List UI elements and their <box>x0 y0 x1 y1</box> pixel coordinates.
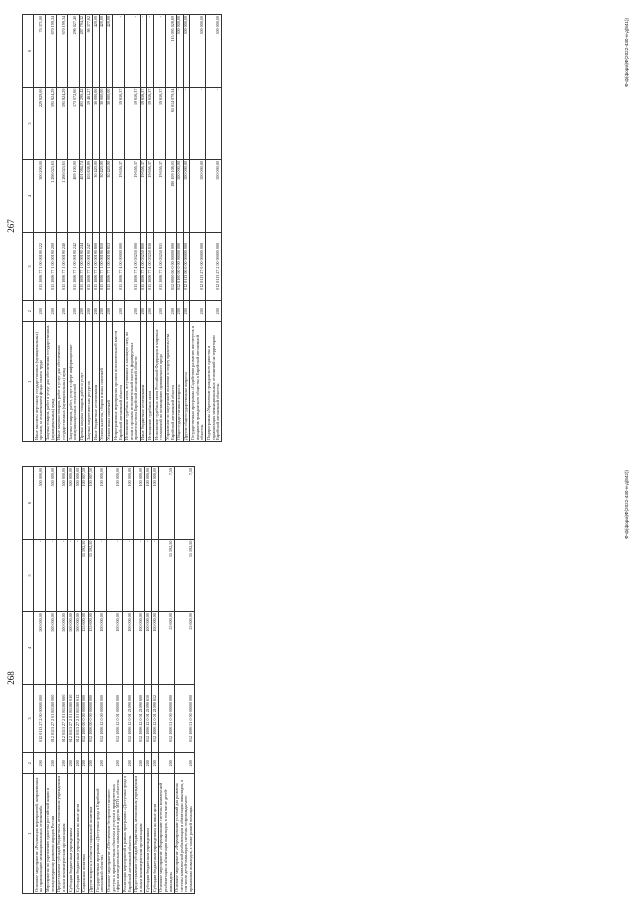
executed-amount-cell: 19 656,37 <box>124 87 140 160</box>
executed-amount-cell: - <box>152 539 159 612</box>
admin-code-cell: 200 <box>176 301 183 322</box>
admin-code-cell: 200 <box>86 301 93 322</box>
table-row <box>165 15 176 442</box>
unexecuted-amount-cell: 420,00 <box>106 15 113 88</box>
budget-code-cell: 012 1006 51 0 00 00000 000 <box>158 684 174 752</box>
unexecuted-amount-cell: 7,50 <box>158 467 174 540</box>
budget-code-cell: 011 1006 77 1 00 00190 800 <box>93 232 100 300</box>
table-body <box>34 467 195 894</box>
unexecuted-amount-cell: 100 000,00 <box>106 467 122 540</box>
executed-amount-cell: - <box>68 539 75 612</box>
budget-table-268 <box>22 466 195 894</box>
table-row <box>79 15 86 442</box>
budget-code-cell: 011 1006 77 1 00 00190 244 <box>79 232 86 300</box>
description-cell: Основное мероприятие «Формирование условий для развития системы комплексной реабилитации и абилитации инвалидов, в том числе детей-инвалидов, системы сопровождаемого проживания инвалидов, а также ранней помощи» <box>174 774 195 894</box>
table-row <box>56 15 67 442</box>
table-row <box>74 467 81 894</box>
unexecuted-amount-cell: 500 000,00 <box>34 467 45 540</box>
approved-amount-cell: 500 000,00 <box>68 612 75 685</box>
unexecuted-amount-cell: 100 000,00 <box>95 467 106 540</box>
admin-code-cell: 200 <box>99 301 106 322</box>
approved-amount-cell: 500 000,00 <box>176 160 183 233</box>
approved-amount-cell: 300 200,00 <box>34 160 45 233</box>
description-cell: Предоставление субсидий бюджетным, автономным учреждениям и иным некоммерческим организациям <box>133 774 144 894</box>
approved-amount-cell: 1 266 023,63 <box>56 160 67 233</box>
page-268-rotated-sheet <box>0 452 637 904</box>
approved-amount-cell: 100 000,00 <box>122 612 133 685</box>
description-cell: Иные закупки товаров, работ и услуг для обеспечения государственных (муниципальных) нужд <box>56 322 67 442</box>
description-cell: Основное мероприятие «Реализация мероприятий, направленных на гармонизацию межнациональных отношений» <box>34 774 45 894</box>
table-row <box>34 15 45 442</box>
admin-code-cell: 200 <box>113 301 124 322</box>
executed-amount-cell: 55 592,50 <box>158 539 174 612</box>
executed-amount-cell: 19 656,37 <box>113 87 124 160</box>
unexecuted-amount-cell: 500 000,00 <box>183 15 190 88</box>
column-header: 3 <box>23 684 34 752</box>
budget-code-cell: 012 1006 12 0 01 21090 000 <box>122 684 133 752</box>
table-row <box>99 15 106 442</box>
approved-amount-cell: 100 000,00 <box>106 612 122 685</box>
table-row <box>106 15 113 442</box>
executed-amount-cell: 55 592,50 <box>174 539 195 612</box>
description-cell: Субсидии бюджетным учреждениям <box>145 774 152 894</box>
unexecuted-amount-cell: 100 000,00 <box>122 467 133 540</box>
approved-amount-cell: 105 838,89 <box>86 160 93 233</box>
budget-code-cell: 012 0113 27 2 01 R5160 610 <box>68 684 75 752</box>
admin-code-cell: 200 <box>93 301 100 322</box>
budget-code-cell: 012 1006 12 0 01 21090 610 <box>145 684 152 752</box>
budget-code-cell: 012 0113 27 2 01 R5160 612 <box>74 684 81 752</box>
budget-code-cell: 011 1006 77 1 00 00190 850 <box>99 232 106 300</box>
admin-code-cell: 200 <box>34 753 45 774</box>
admin-code-cell: 200 <box>56 301 67 322</box>
admin-code-cell: 200 <box>140 301 147 322</box>
table-row <box>158 467 174 894</box>
budget-code-cell: 012 1006 12 0 01 21090 600 <box>133 684 144 752</box>
budget-code-cell: 011 1006 77 1 00 00190 242 <box>68 232 79 300</box>
budget-code-cell: 011 1006 77 4 00 00000 000 <box>113 232 124 300</box>
description-cell: Субсидии бюджетным учреждениям на иные цели <box>74 774 81 894</box>
column-header: 2 <box>23 301 34 322</box>
executed-amount-cell: 30 000,00 <box>99 87 106 160</box>
unexecuted-amount-cell: 70 371,00 <box>34 15 45 88</box>
approved-amount-cell: 19 656,37 <box>124 160 140 233</box>
unexecuted-amount-cell: 100 007,50 <box>81 467 88 540</box>
budget-code-cell: 011 1006 77 1 00 00190 247 <box>86 232 93 300</box>
approved-amount-cell: 469 100,00 <box>68 160 79 233</box>
approved-amount-cell: 30 420,00 <box>93 160 100 233</box>
column-header: 6 <box>23 15 34 88</box>
admin-code-cell: 200 <box>68 301 79 322</box>
approved-amount-cell: 55 600,00 <box>158 612 174 685</box>
admin-code-cell: 200 <box>206 301 222 322</box>
unexecuted-amount-cell: 7,50 <box>174 467 195 540</box>
table-row <box>81 467 88 894</box>
description-cell: Непрограммные мероприятия органов исполнительной власти Еврейской автономной области <box>113 322 124 442</box>
approved-amount-cell: 180 109 108,03 <box>165 160 176 233</box>
approved-amount-cell: 500 000,00 <box>206 160 222 233</box>
budget-code-cell: 012 0113 00 0 00 00000 000 <box>183 232 190 300</box>
budget-code-cell: 012 1006 51 0 00 00000 000 <box>174 684 195 752</box>
table-row <box>34 467 45 894</box>
approved-amount-cell: 100 000,00 <box>95 612 106 685</box>
description-cell: Прочая закупка товаров, работ и услуг <box>79 322 86 442</box>
table-row <box>152 467 159 894</box>
description-cell: Иные выплаты персоналу государственных (муниципальных) органов, за исключением фонда оплаты труда <box>34 322 45 442</box>
description-cell: Социальная политика <box>81 774 88 894</box>
table-header-row <box>23 15 34 442</box>
executed-amount-cell: - <box>133 539 144 612</box>
executed-amount-cell: - <box>56 539 67 612</box>
table-row <box>45 15 56 442</box>
budget-code-cell: 012 1000 00 0 00 00000 000 <box>81 684 88 752</box>
executed-amount-cell: - <box>190 87 206 160</box>
approved-amount-cell: 30 420,00 <box>106 160 113 233</box>
budget-code-cell: 012 1006 12 0 01 21090 612 <box>152 684 159 752</box>
executed-amount-cell: 19 656,37 <box>140 87 147 160</box>
budget-code-cell: 012 0000 00 0 00 00000 000 <box>165 232 176 300</box>
table-row <box>95 467 106 894</box>
unexecuted-amount-cell: 86 377,62 <box>86 15 93 88</box>
approved-amount-cell: 19 656,37 <box>147 160 154 233</box>
executed-amount-cell: 30 000,00 <box>106 87 113 160</box>
unexecuted-amount-cell: - <box>113 15 124 88</box>
budget-code-cell: 011 1006 77 4 00 03250 000 <box>124 232 140 300</box>
description-cell: Основное мероприятие «Обеспечение беспрепятственного доступа к приоритетным объектам и услугам в приоритетных сферах жизнедеятельности инвалидов и других МГН в области» <box>106 774 122 894</box>
executed-amount-cell: - <box>176 87 183 160</box>
admin-code-cell: 200 <box>106 753 122 774</box>
executed-amount-cell: - <box>74 539 81 612</box>
approved-amount-cell: 100 000,00 <box>145 612 152 685</box>
executed-amount-cell: - <box>34 539 45 612</box>
admin-code-cell: 200 <box>106 301 113 322</box>
approved-amount-cell: 100 000,00 <box>133 612 144 685</box>
unexecuted-amount-cell: 115 095 028,69 <box>165 15 176 88</box>
table-row <box>113 15 124 442</box>
table-row <box>174 467 195 894</box>
budget-code-cell: 011 1006 77 4 00 03250 800 <box>140 232 147 300</box>
unexecuted-amount-cell: 100 000,00 <box>152 467 159 540</box>
approved-amount-cell: 30 420,00 <box>99 160 106 233</box>
unexecuted-amount-cell: 420,00 <box>93 15 100 88</box>
unexecuted-amount-cell: 500 000,00 <box>56 467 67 540</box>
description-cell: Уплата налогов, сборов и иных платежей <box>99 322 106 442</box>
admin-code-cell: 200 <box>81 753 88 774</box>
admin-code-cell: 200 <box>145 753 152 774</box>
budget-code-cell: 011 1006 77 1 00 00190 122 <box>34 232 45 300</box>
approved-amount-cell: 500 000,00 <box>34 612 45 685</box>
table-row <box>68 467 75 894</box>
executed-amount-cell: 55 592,50 <box>88 539 95 612</box>
description-cell: Общегосударственные вопросы <box>176 322 183 442</box>
admin-code-cell: 200 <box>165 301 176 322</box>
table-row <box>154 15 165 442</box>
approved-amount-cell: 500 000,00 <box>56 612 67 685</box>
executed-amount-cell: 19 461,27 <box>86 87 93 160</box>
table-row <box>56 467 67 894</box>
budget-code-cell: 011 1006 77 1 00 00190 200 <box>45 232 56 300</box>
description-cell: Исполнение судебных актов <box>147 322 154 442</box>
admin-code-cell: 200 <box>122 753 133 774</box>
table-row <box>93 15 100 442</box>
executed-amount-cell: - <box>206 87 222 160</box>
unexecuted-amount-cell: 420,00 <box>99 15 106 88</box>
description-cell: Подпрограмма «Укрепление гражданского единства и гармонизация межнациональных отношений на территории Еврейской автономной области» <box>206 322 222 442</box>
unexecuted-amount-cell: 100 000,00 <box>145 467 152 540</box>
unexecuted-amount-cell: 670 199,34 <box>56 15 67 88</box>
column-header: 3 <box>23 232 34 300</box>
description-cell: Иные бюджетные ассигнования <box>93 322 100 442</box>
executed-amount-cell: 595 824,29 <box>56 87 67 160</box>
unexecuted-amount-cell: - <box>140 15 147 88</box>
executed-amount-cell: - <box>183 87 190 160</box>
table-row <box>176 15 183 442</box>
budget-code-cell: 012 0113 27 2 01 R5160 000 <box>45 684 56 752</box>
budget-code-cell: 011 1006 77 4 00 03250 831 <box>154 232 165 300</box>
admin-code-cell: 200 <box>154 301 165 322</box>
unexecuted-amount-cell: - <box>147 15 154 88</box>
executed-amount-cell: 595 824,29 <box>45 87 56 160</box>
approved-amount-cell: 500 000,00 <box>190 160 206 233</box>
admin-code-cell: 200 <box>79 301 86 322</box>
table-row <box>206 15 222 442</box>
table-body <box>34 15 222 442</box>
page-number: 268 <box>6 671 16 685</box>
executed-amount-cell: 19 656,37 <box>147 87 154 160</box>
unexecuted-amount-cell: 500 000,00 <box>45 467 56 540</box>
description-cell: Исполнение судебных актов, вступивших в законную силу, по искам к органам исполнительной власти, формируемых правительством Еврейской автономной области <box>124 322 140 442</box>
description-cell: Закупка товаров, работ, услуг в сфере информационно-коммуникационных технологий <box>68 322 79 442</box>
unexecuted-amount-cell: 670 199,34 <box>45 15 56 88</box>
unexecuted-amount-cell: - <box>154 15 165 88</box>
budget-code-cell: 011 1006 77 1 00 00190 240 <box>56 232 67 300</box>
column-header: 5 <box>23 539 34 612</box>
budget-code-cell: 012 0113 27 2 00 00000 000 <box>206 232 222 300</box>
description-cell: Другие общегосударственные вопросы <box>183 322 190 442</box>
executed-amount-cell: 65 014 079,34 <box>165 87 176 160</box>
description-cell: Субсидии бюджетным учреждениям на иные цели <box>152 774 159 894</box>
executed-amount-cell: - <box>145 539 152 612</box>
approved-amount-cell: 100 000,00 <box>152 612 159 685</box>
table-row <box>147 15 154 442</box>
executed-amount-cell: 229 829,00 <box>34 87 45 160</box>
approved-amount-cell: 155 600,00 <box>88 612 95 685</box>
approved-amount-cell: 155 600,00 <box>81 612 88 685</box>
table-row <box>133 467 144 894</box>
budget-code-cell: 012 1006 00 0 00 00000 000 <box>88 684 95 752</box>
unexecuted-amount-cell: 287 794,32 <box>79 15 86 88</box>
budget-code-cell: 012 0113 27 2 01 R5160 600 <box>56 684 67 752</box>
column-header: 6 <box>23 467 34 540</box>
table-header-row <box>23 467 34 894</box>
unexecuted-amount-cell: 100 000,00 <box>133 467 144 540</box>
table-row <box>88 467 95 894</box>
description-cell: Уплата иных платежей <box>106 322 113 442</box>
description-cell: Основное мероприятие «Формирование системы комплексной реабилитации и абилитации инвалидов, в том числе детей-инвалидов» <box>158 774 174 894</box>
description-cell: Мероприятия по укреплению единства российской нации и этнокультурному развитию народов России <box>45 774 56 894</box>
table-row <box>122 467 133 894</box>
approved-amount-cell: 19 656,37 <box>154 160 165 233</box>
admin-code-cell: 200 <box>34 301 45 322</box>
budget-code-cell: 011 1006 77 1 00 00190 853 <box>106 232 113 300</box>
unexecuted-amount-cell: 500 000,00 <box>206 15 222 88</box>
approved-amount-cell: 55 600,00 <box>174 612 195 685</box>
approved-amount-cell: 19 656,37 <box>140 160 147 233</box>
admin-code-cell: 200 <box>183 301 190 322</box>
approved-amount-cell: 500 000,00 <box>74 612 81 685</box>
description-cell: Исполнение судебных актов Российской Федерации и мировых соглашений по возмещению причиненного вреда <box>154 322 165 442</box>
description-cell: Иные бюджетные ассигнования <box>140 322 147 442</box>
description-cell: Закупка энергетических ресурсов <box>86 322 93 442</box>
unexecuted-amount-cell: 500 000,00 <box>190 15 206 88</box>
budget-code-cell: 012 0100 00 0 00 00000 000 <box>176 232 183 300</box>
description-cell: Другие вопросы в области социальной политики <box>88 774 95 894</box>
executed-amount-cell: - <box>45 539 56 612</box>
executed-amount-cell: 401 290,42 <box>79 87 86 160</box>
page-267 <box>0 0 637 452</box>
table-row <box>190 15 206 442</box>
unexecuted-amount-cell: 100 007,50 <box>88 467 95 540</box>
description-cell: Субсидии бюджетным учреждениям <box>68 774 75 894</box>
admin-code-cell: 200 <box>190 301 206 322</box>
page-number: 267 <box>6 219 16 233</box>
description-cell: Управление по внутренней политике и спорту правительства Еврейской автономной области <box>165 322 176 442</box>
unexecuted-amount-cell: 500 000,00 <box>68 467 75 540</box>
budget-code-cell: 011 1006 77 4 00 03250 830 <box>147 232 154 300</box>
admin-code-cell: 200 <box>68 753 75 774</box>
table-row <box>140 15 147 442</box>
unexecuted-amount-cell: 500 000,00 <box>176 15 183 88</box>
approved-amount-cell: 500 000,00 <box>183 160 190 233</box>
admin-code-cell: 200 <box>147 301 154 322</box>
column-header: 5 <box>23 87 34 160</box>
description-cell: Государственная программа «Содействие развитию институтов и инициатив гражданского общества в Еврейской автономной области» <box>190 322 206 442</box>
admin-code-cell: 200 <box>74 753 81 774</box>
budget-code-cell: 012 0113 27 2 00 00000 000 <box>34 684 45 752</box>
approved-amount-cell: 401 084,74 <box>79 160 86 233</box>
table-row <box>124 15 140 442</box>
unexecuted-amount-cell: - <box>124 15 140 88</box>
admin-code-cell: 200 <box>45 301 56 322</box>
admin-code-cell: 200 <box>152 753 159 774</box>
description-cell: Закупка товаров, работ и услуг для обеспечения государственных (муниципальных) нужд <box>45 322 56 442</box>
column-header: 1 <box>23 774 34 894</box>
admin-code-cell: 200 <box>88 753 95 774</box>
executed-amount-cell: 55 592,50 <box>81 539 88 612</box>
admin-code-cell: 200 <box>95 753 106 774</box>
executed-amount-cell: - <box>95 539 106 612</box>
table-row <box>68 15 79 442</box>
budget-table-267 <box>22 14 222 442</box>
admin-code-cell: 200 <box>158 753 174 774</box>
admin-code-cell: 200 <box>133 753 144 774</box>
column-header: 4 <box>23 612 34 685</box>
column-header: 4 <box>23 160 34 233</box>
page-footer: Ф-ф(форм)Ф(2022-430-н-д(841)) <box>624 18 629 87</box>
executed-amount-cell: 19 656,37 <box>154 87 165 160</box>
column-header: 2 <box>23 753 34 774</box>
column-header: 1 <box>23 322 34 442</box>
approved-amount-cell: 19 656,37 <box>113 160 124 233</box>
executed-amount-cell: - <box>106 539 122 612</box>
approved-amount-cell: 1 266 023,63 <box>45 160 56 233</box>
executed-amount-cell: 173 072,60 <box>68 87 79 160</box>
unexecuted-amount-cell: 500 000,00 <box>74 467 81 540</box>
table-row <box>183 15 190 442</box>
page-267-rotated-sheet <box>0 0 637 452</box>
executed-amount-cell: - <box>122 539 133 612</box>
description-cell: Государственная программа «Доступная среда в Еврейской автономной области» <box>95 774 106 894</box>
executed-amount-cell: 30 000,00 <box>93 87 100 160</box>
admin-code-cell: 200 <box>124 301 140 322</box>
approved-amount-cell: 500 000,00 <box>45 612 56 685</box>
table-row <box>45 467 56 894</box>
page-268 <box>0 452 637 904</box>
table-row <box>145 467 152 894</box>
page-footer: Ф-ф(форм)Ф(2022-430-н-д(842)) <box>624 470 629 539</box>
budget-code-cell: 012 1006 12 0 01 00000 000 <box>106 684 122 752</box>
admin-code-cell: 200 <box>45 753 56 774</box>
admin-code-cell: 200 <box>174 753 195 774</box>
description-cell: Реализация мероприятий в рамках программы «Доступная среда в Еврейской автономной области» <box>122 775 132 892</box>
budget-code-cell: 012 1006 12 0 00 00000 000 <box>95 684 106 752</box>
budget-code-cell: 012 0113 27 0 00 00000 000 <box>190 232 206 300</box>
admin-code-cell: 200 <box>56 753 67 774</box>
unexecuted-amount-cell: 296 027,40 <box>68 15 79 88</box>
description-cell: Предоставление субсидий бюджетным, автономным учреждениям и иным некоммерческим организациям <box>56 774 67 894</box>
table-row <box>106 467 122 894</box>
table-row <box>86 15 93 442</box>
